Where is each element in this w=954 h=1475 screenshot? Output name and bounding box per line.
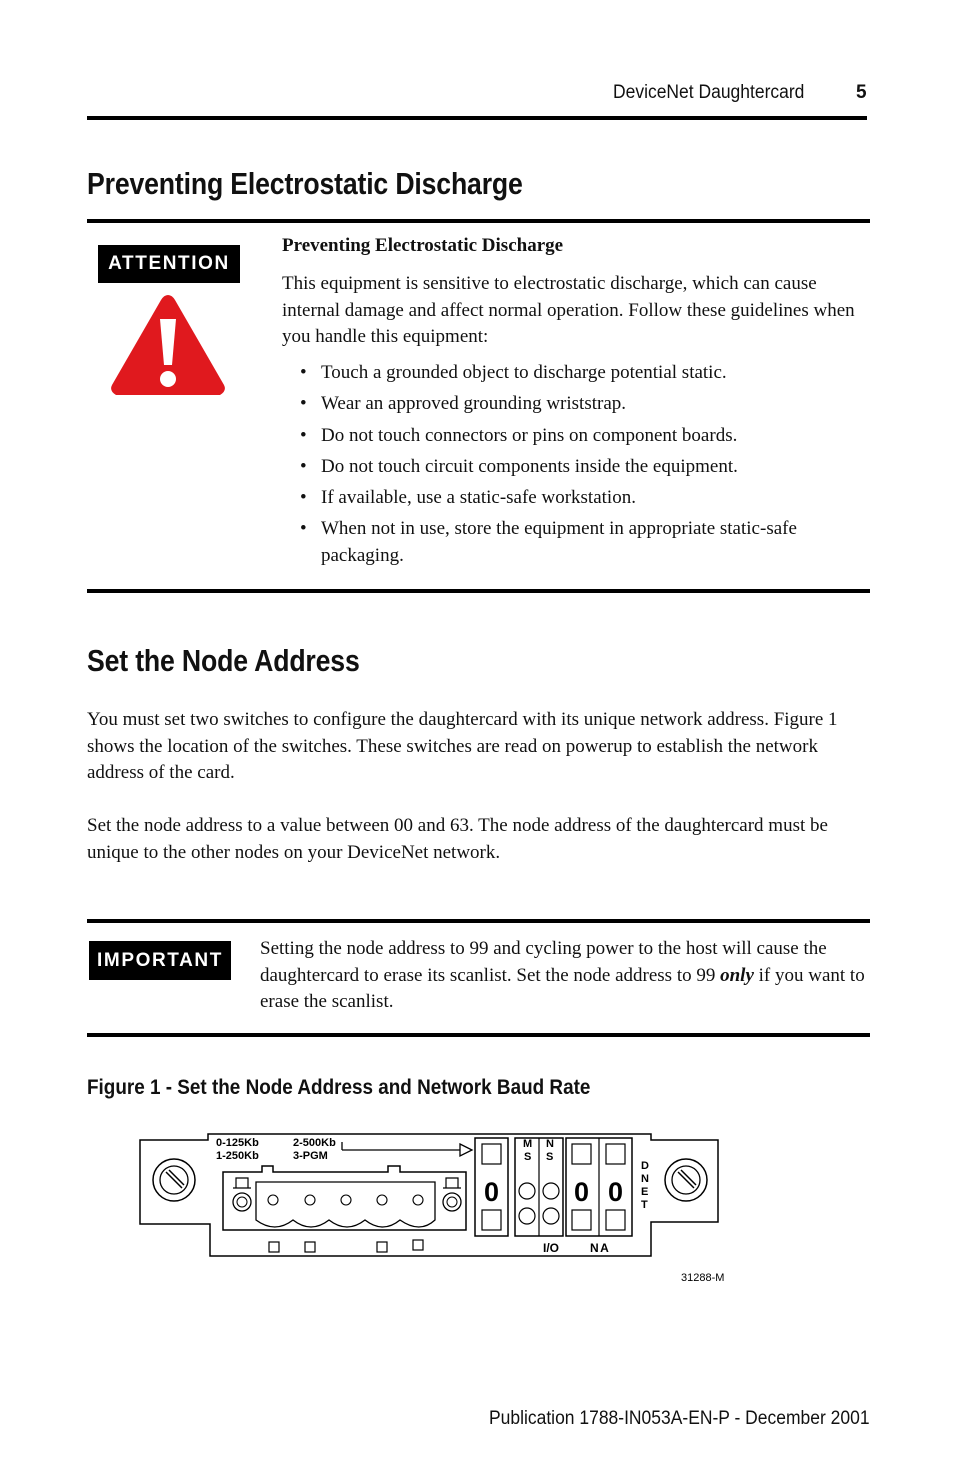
led-ms-label: M [523, 1138, 533, 1150]
baud-label-2: 2-500Kb [293, 1137, 336, 1149]
figure-caption: Figure 1 - Set the Node Address and Network Baud Rate [87, 1076, 591, 1099]
important-text-after: if you want to erase the scanlist. [260, 964, 865, 1012]
attention-box-title: Preventing Electrostatic Discharge [282, 235, 564, 256]
list-item: • Touch a grounded object to discharge potential static. [282, 360, 872, 387]
list-item: • Do not touch circuit components inside the equipment. [282, 454, 872, 481]
node-paragraph-1: You must set two switches to configure the daughtercard with its unique network address. Figure 1 shows the location of the switches. These switches are read on powerup to establish the network address of the card. [87, 709, 838, 783]
node-switch-tens-value: 0 [574, 1177, 590, 1207]
warning-triangle-icon [108, 291, 228, 399]
na-label: NA [590, 1241, 611, 1255]
list-item: • Wear an approved grounding wriststrap. [282, 391, 872, 418]
dnet-letter: D [641, 1160, 649, 1172]
baud-label-3: 3-PGM [293, 1150, 328, 1162]
led-ns-label: N [546, 1138, 554, 1150]
dnet-letter: T [641, 1199, 648, 1211]
list-item: • When not in use, store the equipment in appropriate static-safe packaging. [282, 516, 872, 569]
status-led-panel [515, 1138, 563, 1236]
led-io-1 [519, 1208, 535, 1224]
io-label: I/O [543, 1241, 560, 1255]
node-paragraph-2: Set the node address to a value between 00 and 63. The node address of the daughtercard must be unique to the other nodes on your DeviceNet network. [87, 815, 828, 863]
section-heading-node-address: Set the Node Address [87, 643, 360, 678]
publication-footer: Publication 1788-IN053A-EN-P - December 2001 [489, 1408, 870, 1429]
daughtercard-diagram [130, 1130, 730, 1290]
led-ms-label-2: S [524, 1151, 532, 1163]
right-screw-icon [665, 1159, 707, 1201]
list-item: • If available, use a static-safe workstation. [282, 485, 872, 512]
dnet-letter: N [641, 1173, 649, 1185]
esd-guidelines-list [282, 360, 872, 574]
attention-box-top-rule [87, 219, 870, 223]
important-box-bottom-rule [87, 1033, 870, 1037]
attention-intro: This equipment is sensitive to electrostatic discharge, which can cause internal damage and affect normal operation. Follow these guidelines when you handle this equipment: [282, 273, 855, 347]
header-rule [87, 116, 867, 120]
figure-id: 31288-M [681, 1272, 725, 1284]
baud-label-0: 0-125Kb [216, 1137, 259, 1149]
page-number: 5 [856, 82, 867, 103]
node-address-switches[interactable] [566, 1138, 632, 1236]
dnet-letter: E [641, 1186, 649, 1198]
list-item: • Do not touch connectors or pins on component boards. [282, 423, 872, 450]
important-note [260, 936, 872, 1016]
devicenet-connector [223, 1166, 466, 1230]
baud-rate-switch[interactable] [475, 1138, 508, 1236]
attention-badge: ATTENTION [98, 245, 240, 283]
baud-switch-value: 0 [484, 1177, 500, 1207]
section-heading-esd: Preventing Electrostatic Discharge [87, 166, 523, 201]
led-ms [519, 1183, 535, 1199]
led-ns-label-2: S [546, 1151, 554, 1163]
led-io-2 [543, 1208, 559, 1224]
important-badge: IMPORTANT [89, 941, 231, 980]
attention-box-bottom-rule [87, 589, 870, 593]
led-ns [543, 1183, 559, 1199]
baud-label-1: 1-250Kb [216, 1150, 259, 1162]
node-switch-ones-value: 0 [608, 1177, 624, 1207]
important-emphasis: only [720, 964, 754, 986]
running-header-title: DeviceNet Daughtercard [613, 82, 805, 103]
important-box-top-rule [87, 919, 870, 923]
left-screw-icon [153, 1159, 195, 1201]
important-text-before: Setting the node address to 99 and cycling power to the host will cause the daughtercard to erase its scanlist. Set the node address to 99 [260, 938, 827, 986]
